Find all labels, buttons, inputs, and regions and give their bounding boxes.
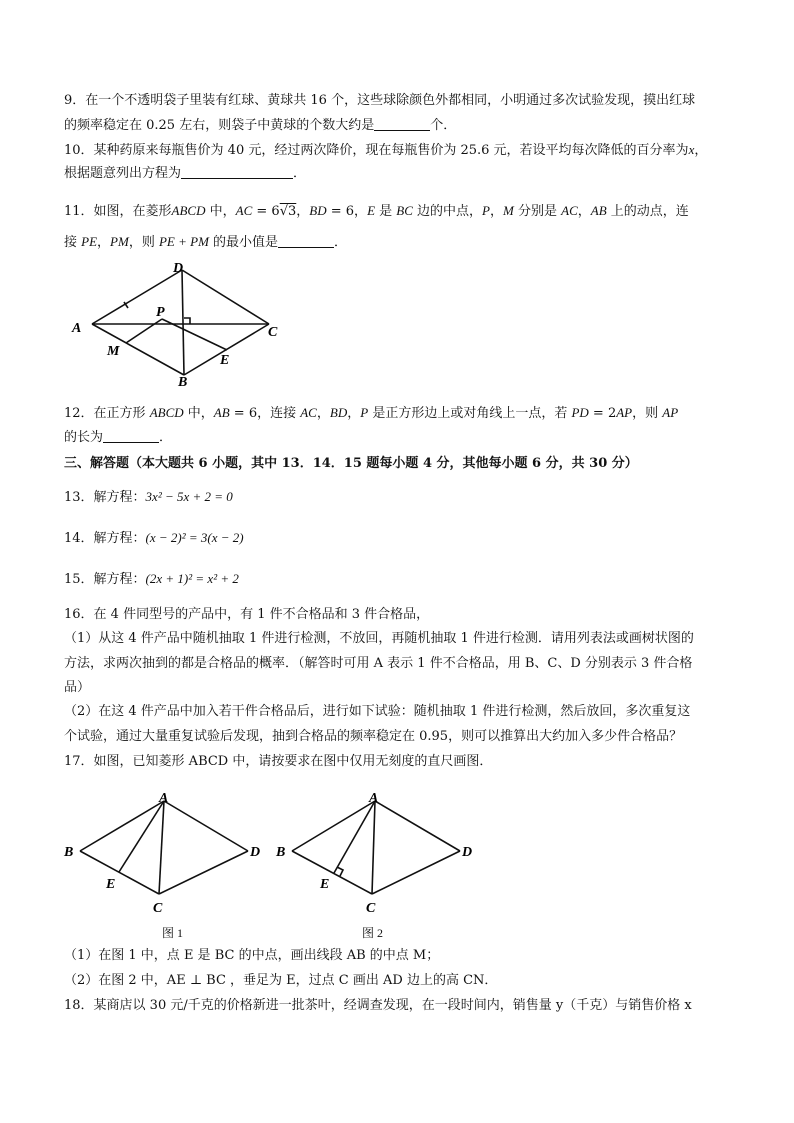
q10-var: x [688,142,695,157]
q17-part1: （1）在图 1 中，点 E 是 BC 的中点，画出线段 AB 的中点 M； [64,948,440,963]
right-angle-mark [184,318,190,324]
q9-line1: 9．在一个不透明袋子里装有红球、黄球共 16 个，这些球除颜色外都相同，小明通过多次试验发现，摸出红球 [64,93,696,108]
edge-AD [92,270,182,324]
edge-DA [375,801,460,851]
q10-blank[interactable] [181,166,293,179]
q14: 14．解方程：(x − 2)² = 3(x − 2) [64,530,244,546]
edge-CD [372,851,460,894]
q12-blank[interactable] [103,430,159,443]
q17-intro: 17．如图，已知菱形 ABCD 中，请按要求在图中仅用无刻度的直尺画图． [64,754,493,769]
q11-line2: 接 PE，PM，则 PE + PM 的最小值是 ． [64,234,348,250]
edge-DA [164,801,248,851]
q10-comma: ， [694,143,708,158]
q9-end: 个． [430,118,457,133]
diag-BD [182,270,184,375]
fig1-caption: 图 1 [162,926,184,940]
q10-text: 10．某种药原来每瓶售价为 40 元，经过两次降价，现在每瓶售价为 25.6 元，若设平均每次降低的百分率为 [64,143,689,158]
right-angle-mark [337,867,343,876]
label-P: P [156,305,165,320]
q13: 13．解方程：3x² − 5x + 2 = 0 [64,489,233,505]
label-C: C [366,901,376,916]
q9-blank[interactable] [374,118,430,131]
q17-figure-2 [274,788,484,918]
q16-p2-line1: （2）在这 4 件产品中加入若干件合格品后，进行如下试验：随机抽取 1 件进行检测，然后放回，多次重复这 [64,704,691,719]
edge-BC [292,851,372,894]
label-E: E [320,877,330,892]
q17-part2: （2）在图 2 中，AE ⊥ BC ，垂足为 E，过点 C 画出 AD 边上的高 CN． [64,973,498,988]
edge-AB [292,801,375,851]
label-B: B [178,375,188,390]
q11-rhombus-figure [66,258,296,390]
label-E: E [106,877,116,892]
edge-BA [92,324,184,375]
label-B: B [64,845,74,860]
label-M: M [107,344,120,359]
seg-AC [372,801,375,894]
q17-figure-1 [62,788,272,918]
q16-intro: 16．在 4 件同型号的产品中，有 1 件不合格品和 3 件合格品， [64,607,430,622]
seg-PM [126,319,162,343]
q12-line2: 的长为 ． [64,430,173,445]
seg-AE [119,801,164,872]
q10-line2 [64,166,744,182]
q9-text: 的频率稳定在 0.25 左右，则袋子中黄球的个数大约是 [64,118,375,133]
q12-line1: 12．在正方形 ABCD 中，AB = 6，连接 AC，BD，P 是正方形边上或对角线上一点，若 PD = 2AP，则 AP [64,405,679,421]
q16-p1-line1: （1）从这 4 件产品中随机抽取 1 件进行检测，不放回，再随机抽取 1 件进行检测．请用列表法或画树状图的 [64,631,694,646]
section-3-heading: 三、解答题（本大题共 6 小题，其中 13．14．15 题每小题 4 分，其他每小题 6 分，共 30 分） [64,456,638,471]
label-D: D [462,845,473,860]
q18-line1: 18．某商店以 30 元/千克的价格新进一批茶叶，经调查发现，在一段时间内，销售量 y（千克）与销售价格 x [64,998,692,1013]
label-A: A [72,321,82,336]
seg-AE [334,801,375,873]
seg-AC [159,801,164,894]
q11-blank[interactable] [278,235,334,248]
q16-p2-line2: 个试验，通过大量重复试验后发现，抽到合格品的频率稳定在 0.95，则可以推算出大约加入多少件合格品？ [64,729,683,744]
q9-line2 [64,118,744,134]
label-E: E [220,353,230,368]
q11-line1: 11．如图，在菱形ABCD 中，AC = 6√3，BD = 6，E 是 BC 边的中点，P，M 分别是 AC，AB 上的动点，连 [64,203,689,219]
label-D: D [250,845,261,860]
label-A: A [159,791,169,806]
fig2-caption: 图 2 [362,926,384,940]
q10-line1 [64,142,744,159]
edge-DC [182,270,269,324]
q16-p1-line2: 方法，求两次抽到的都是合格品的概率．（解答时可用 A 表示 1 件不合格品，用 B、C、D 分别表示 3 件合格 [64,656,693,671]
label-C: C [153,901,163,916]
edge-AB [80,801,164,851]
q10-end: ． [293,166,307,181]
label-D: D [173,261,184,276]
label-C: C [268,325,278,340]
edge-CD [159,851,248,894]
q10-text2: 根据题意列出方程为 [64,166,182,181]
q16-p1-line3: 品） [64,680,91,695]
edge-BC [80,851,159,894]
label-A: A [369,791,379,806]
label-B: B [276,845,286,860]
q15: 15．解方程：(2x + 1)² = x² + 2 [64,571,239,587]
